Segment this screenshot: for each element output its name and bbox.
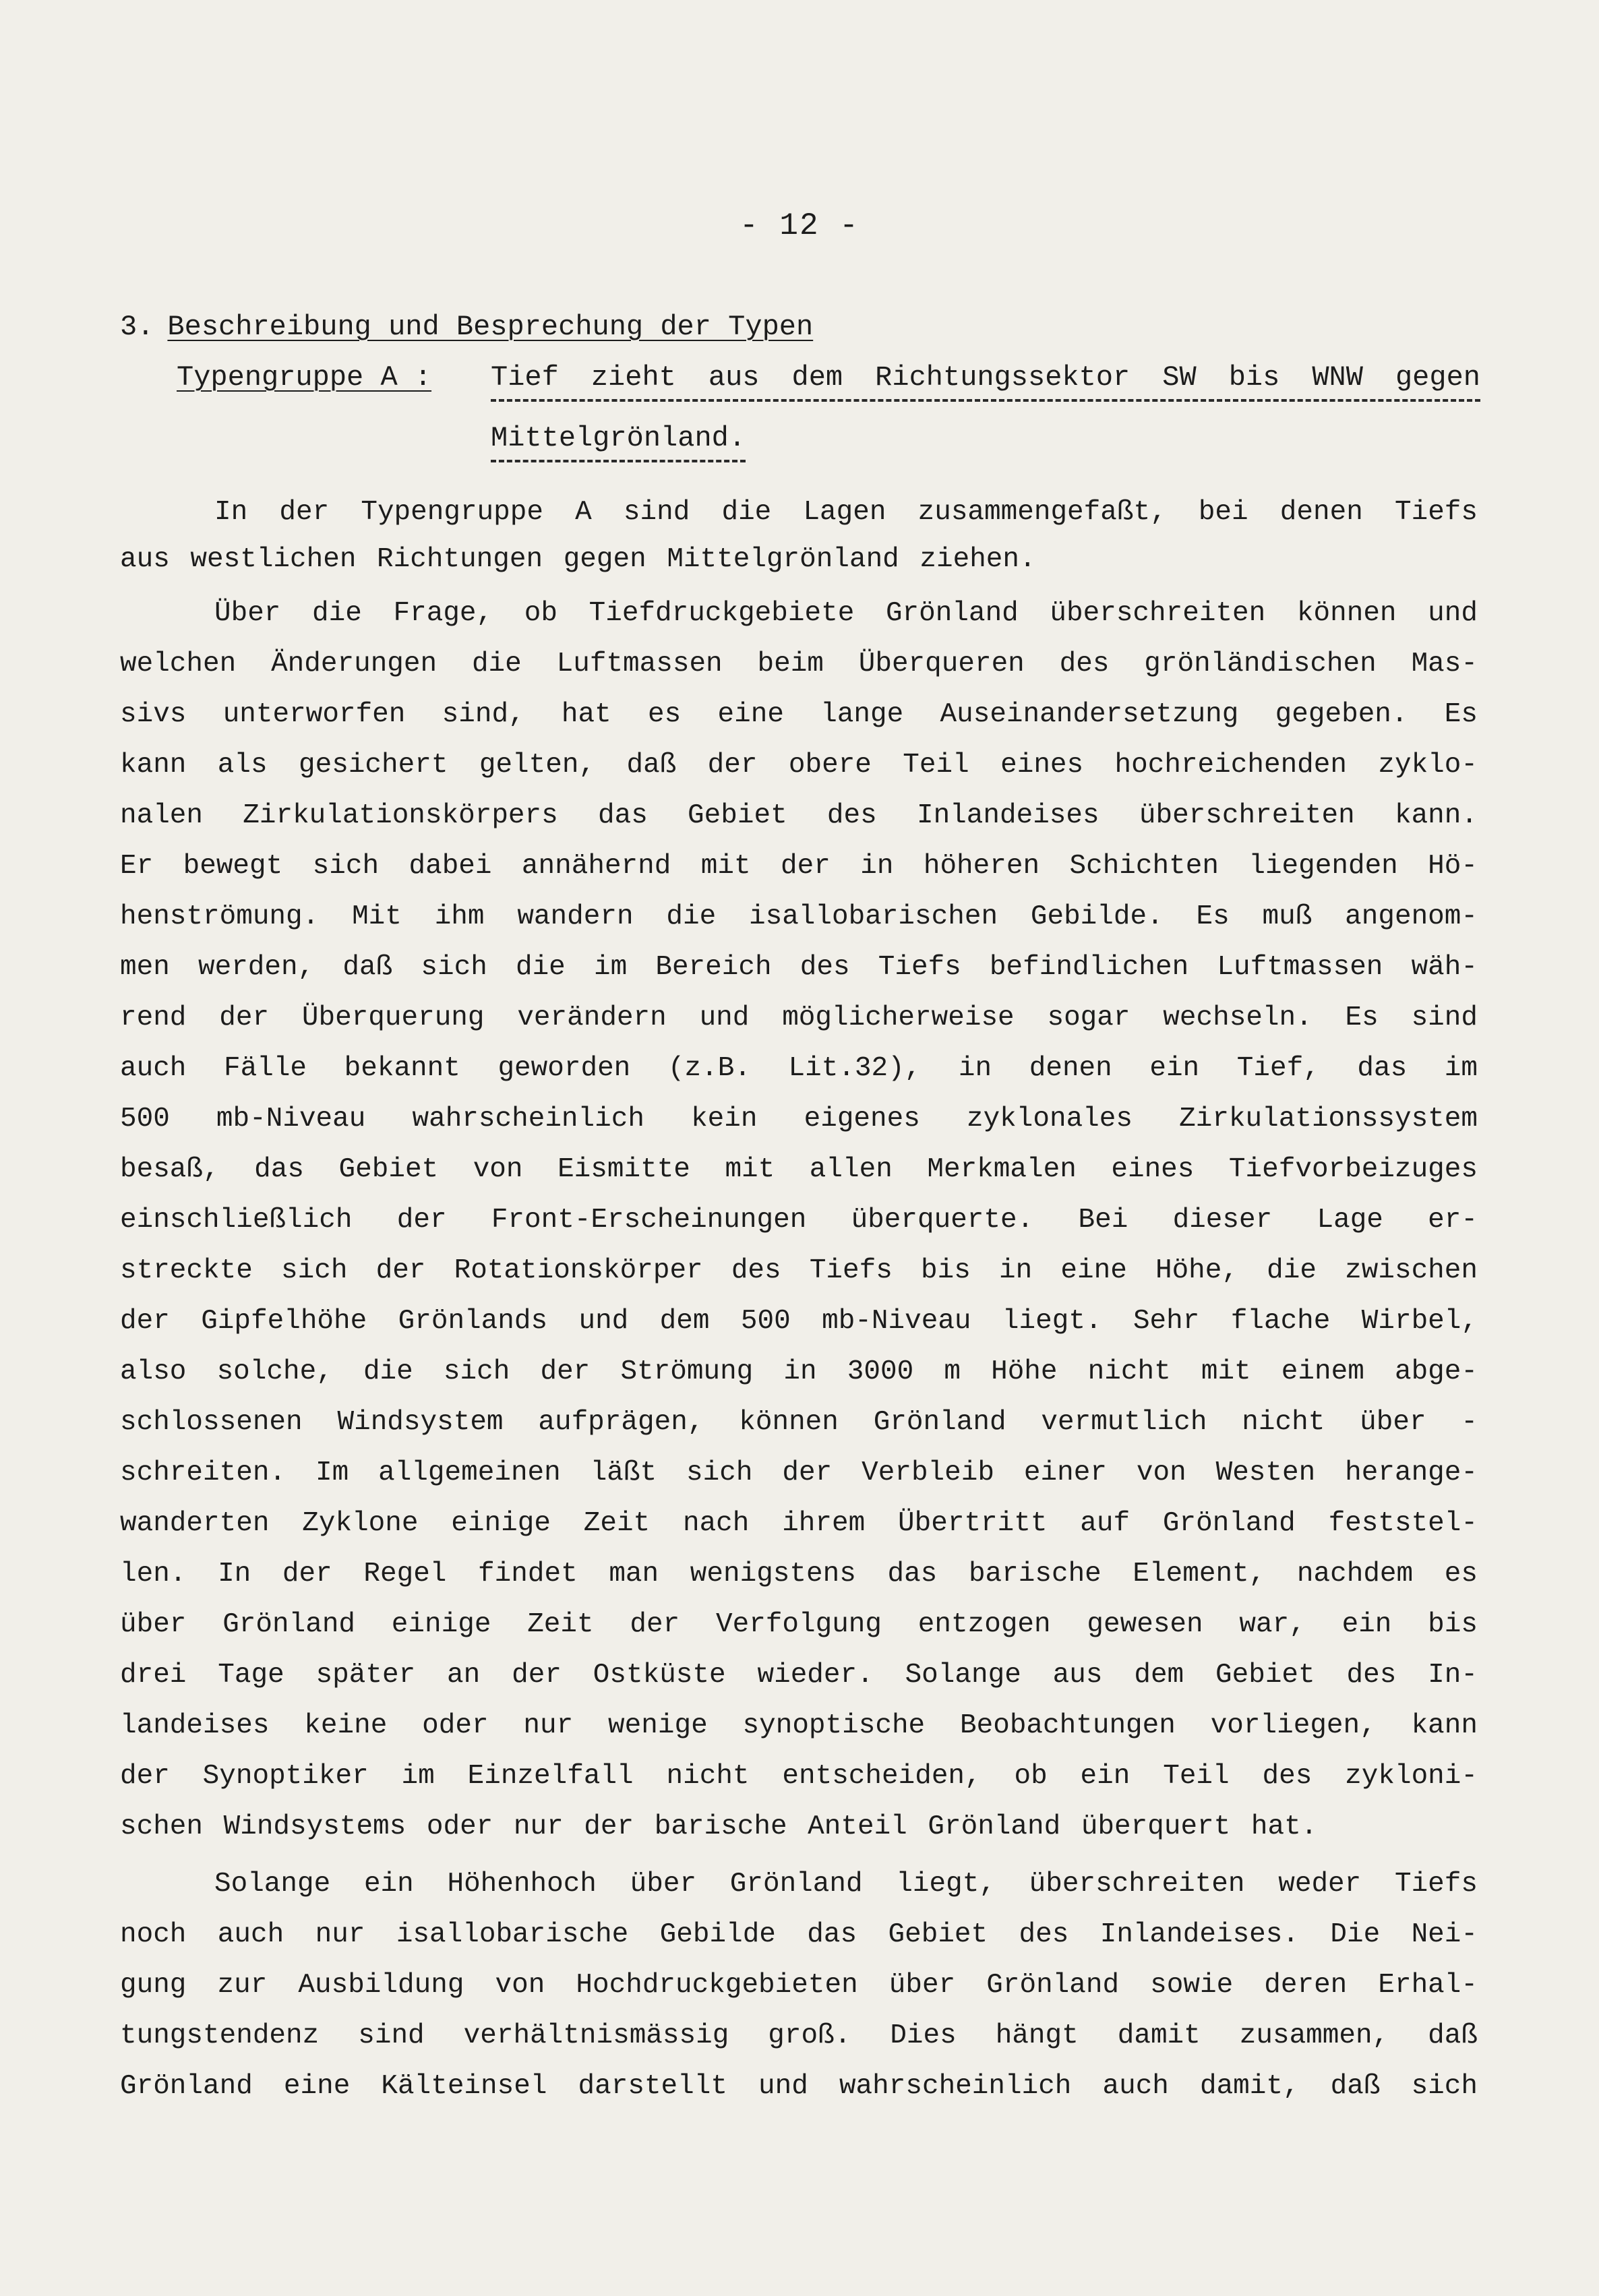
paragraph-2-line-7: henströmung. Mit ihm wandern die isallobarischen Gebilde. Es muß angenom- xyxy=(120,901,1478,932)
paragraph-2-line-6: Er bewegt sich dabei annähernd mit der in höheren Schichten liegenden Hö- xyxy=(120,851,1478,882)
section-number: 3. xyxy=(120,311,154,343)
paragraph-2-line-15: der Gipfelhöhe Grönlands und dem 500 mb-Niveau liegt. Sehr flache Wirbel, xyxy=(120,1306,1478,1337)
paragraph-2-line-19: wanderten Zyklone einige Zeit nach ihrem Übertritt auf Grönland feststel- xyxy=(120,1508,1478,1539)
paragraph-3-line-4: tungstendenz sind verhältnismässig groß. Dies hängt damit zusammen, daß xyxy=(120,2020,1478,2051)
paragraph-2-line-25: schen Windsystems oder nur der barische Anteil Grönland überquert hat. xyxy=(120,1811,1318,1842)
paragraph-2-line-9: rend der Überquerung verändern und möglicherweise sogar wechseln. Es sind xyxy=(120,1002,1478,1033)
paragraph-2-line-12: besaß, das Gebiet von Eismitte mit allen Merkmalen eines Tiefvorbeizuges xyxy=(120,1154,1478,1185)
paragraph-2-line-16: also solche, die sich der Strömung in 3000 m Höhe nicht mit einem abge- xyxy=(120,1356,1478,1387)
type-group-description-line-1: Tief zieht aus dem Richtungssektor SW bis WNW gegen xyxy=(491,357,1480,402)
paragraph-1-line-1: In der Typengruppe A sind die Lagen zusammengefaßt, bei denen Tiefs xyxy=(214,497,1478,528)
section-heading xyxy=(120,307,813,347)
paragraph-2-line-23: landeises keine oder nur wenige synoptische Beobachtungen vorliegen, kann xyxy=(120,1710,1478,1741)
paragraph-1-line-2: aus westlichen Richtungen gegen Mittelgrönland ziehen. xyxy=(120,544,1036,575)
paragraph-3-line-2: noch auch nur isallobarische Gebilde das Gebiet des Inlandeises. Die Nei- xyxy=(120,1919,1478,1950)
paragraph-2-line-22: drei Tage später an der Ostküste wieder. Solange aus dem Gebiet des In- xyxy=(120,1660,1478,1691)
paragraph-3-line-1: Solange ein Höhenhoch über Grönland liegt, überschreiten weder Tiefs xyxy=(214,1869,1478,1900)
paragraph-2-line-4: kann als gesichert gelten, daß der obere Teil eines hochreichenden zyklo- xyxy=(120,750,1478,781)
paragraph-2-line-2: welchen Änderungen die Luftmassen beim Überqueren des grönländischen Mas- xyxy=(120,648,1478,679)
paragraph-2-line-24: der Synoptiker im Einzelfall nicht entscheiden, ob ein Teil des zykloni- xyxy=(120,1761,1478,1792)
paragraph-2-line-14: streckte sich der Rotationskörper des Tiefs bis in eine Höhe, die zwischen xyxy=(120,1255,1478,1286)
paragraph-2-line-21: über Grönland einige Zeit der Verfolgung entzogen gewesen war, ein bis xyxy=(120,1609,1478,1640)
paragraph-3-line-3: gung zur Ausbildung von Hochdruckgebieten über Grönland sowie deren Erhal- xyxy=(120,1970,1478,2001)
paragraph-2-line-18: schreiten. Im allgemeinen läßt sich der Verbleib einer von Westen herange- xyxy=(120,1457,1478,1488)
paragraph-3-line-5: Grönland eine Kälteinsel darstellt und wahrscheinlich auch damit, daß sich xyxy=(120,2071,1478,2102)
paragraph-2-line-11: 500 mb-Niveau wahrscheinlich kein eigenes zyklonales Zirkulationssystem xyxy=(120,1104,1478,1135)
paragraph-2-line-8: men werden, daß sich die im Bereich des Tiefs befindlichen Luftmassen wäh- xyxy=(120,952,1478,983)
paragraph-2-line-17: schlossenen Windsystem aufprägen, können Grönland vermutlich nicht über - xyxy=(120,1407,1478,1438)
type-group-label: Typengruppe A : xyxy=(177,361,432,394)
paragraph-2-line-5: nalen Zirkulationskörpers das Gebiet des Inlandeises überschreiten kann. xyxy=(120,800,1478,831)
paragraph-2-line-20: len. In der Regel findet man wenigstens das barische Element, nachdem es xyxy=(120,1559,1478,1590)
paragraph-2-line-1: Über die Frage, ob Tiefdruckgebiete Grönland überschreiten können und xyxy=(214,598,1478,629)
type-group-description-line-2: Mittelgrönland. xyxy=(491,418,746,462)
paragraph-2-line-3: sivs unterworfen sind, hat es eine lange Auseinandersetzung gegeben. Es xyxy=(120,699,1478,730)
paragraph-2-line-13: einschließlich der Front-Erscheinungen überquerte. Bei dieser Lage er- xyxy=(120,1205,1478,1236)
section-title: Beschreibung und Besprechung der Typen xyxy=(167,311,814,343)
page-number: - 12 - xyxy=(740,208,859,243)
paragraph-2-line-10: auch Fälle bekannt geworden (z.B. Lit.32), in denen ein Tief, das im xyxy=(120,1053,1478,1084)
